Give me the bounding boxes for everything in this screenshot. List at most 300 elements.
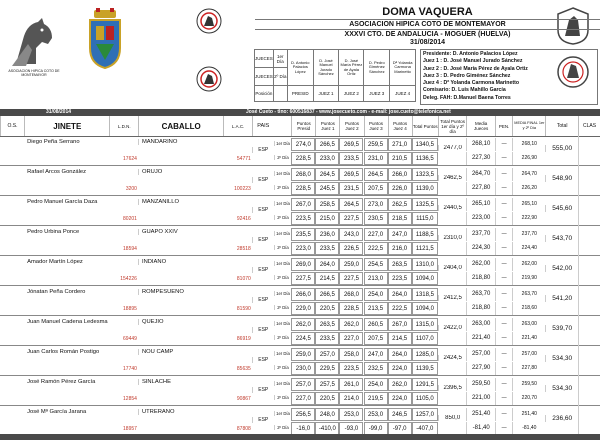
penalty: — xyxy=(495,212,513,225)
col-header-total-points: Total Puntos xyxy=(412,116,438,136)
judge-score: 233,0 xyxy=(315,152,339,165)
official-line: Comisario: D. Luis Mahillo García xyxy=(423,87,506,94)
judge-score: 266,5 xyxy=(315,288,339,301)
day-label: 1er Día xyxy=(274,141,292,146)
judge-score: 264,5 xyxy=(364,168,388,181)
two-day-sum: 2412,5 xyxy=(438,295,466,301)
col-header-media: Media Jueces xyxy=(466,116,494,136)
total-points: 1107,0 xyxy=(412,332,438,345)
total-points: 1291,5 xyxy=(412,378,438,391)
table-row xyxy=(0,316,600,346)
judge-score: -16,0 xyxy=(291,422,315,435)
classification xyxy=(578,166,600,196)
judge-name: D. José Manuel Jurado Sánchez xyxy=(313,50,339,86)
judge-position: JUEZ 4 xyxy=(390,86,416,102)
judge-position: PRESID xyxy=(287,86,313,102)
judges-average: 224,30 xyxy=(466,242,494,255)
col-header-pen: PEN. xyxy=(495,116,513,136)
classification xyxy=(578,406,600,436)
judges-average: 223,00 xyxy=(466,212,494,225)
country: ESP xyxy=(252,237,274,243)
judge-score: 207,5 xyxy=(364,182,388,195)
official-line: Deleg. FAH: D.Manuel Baena Torres xyxy=(423,94,511,101)
final-average: 224,40 xyxy=(512,242,545,255)
results-table xyxy=(0,116,600,438)
horse-license: 92416 xyxy=(236,216,251,222)
judge-score: 233,5 xyxy=(315,242,339,255)
rider-license: 17624 xyxy=(123,156,137,162)
judge-score: -97,0 xyxy=(388,422,412,435)
total-points: 1115,0 xyxy=(412,212,438,225)
final-average: 265,10 xyxy=(512,198,545,211)
judges-average: 221,00 xyxy=(466,392,494,405)
judges-average: -81,40 xyxy=(466,422,494,435)
final-average: 262,00 xyxy=(512,258,545,271)
col-header-clas: CLAS xyxy=(578,116,600,136)
official-line: Presidente: D. Antonio Palacios López xyxy=(423,51,518,57)
rider-name: Amador Martín López xyxy=(27,259,83,265)
day-label: 2º Día xyxy=(274,395,292,400)
day-label: 2º Día xyxy=(274,245,292,250)
total-points: 1094,0 xyxy=(412,272,438,285)
total-points: 1094,0 xyxy=(412,302,438,315)
judge-score: 268,0 xyxy=(339,288,363,301)
penalty: — xyxy=(495,422,513,435)
day-label: 2º Día xyxy=(274,365,292,370)
judge-score: 267,0 xyxy=(291,198,315,211)
col-header-horse: CABALLO xyxy=(138,116,223,136)
judge-score: 261,0 xyxy=(339,378,363,391)
judge-score: 258,5 xyxy=(315,198,339,211)
judge-score: 226,0 xyxy=(388,182,412,195)
col-header-os: O.S. xyxy=(0,116,24,136)
judge-score: 215,0 xyxy=(315,212,339,225)
official-line: Juez 3 : D. Pedro Giménez Sánchez xyxy=(423,72,511,79)
rider-total: 534,30 xyxy=(545,385,578,392)
total-points: 1340,5 xyxy=(412,138,438,151)
final-average: 251,40 xyxy=(512,408,545,421)
final-average: 237,70 xyxy=(512,228,545,241)
penalty: — xyxy=(495,152,513,165)
judge-score: 262,0 xyxy=(291,318,315,331)
judge-score: 262,5 xyxy=(388,198,412,211)
judge-score: 227,0 xyxy=(291,392,315,405)
judge-score: 269,0 xyxy=(291,258,315,271)
event-name: XXXVI CTO. DE ANDALUCIA - MOGUER (HUELVA) xyxy=(255,29,600,38)
judges-spacer xyxy=(273,86,287,102)
day-label: 1er Día xyxy=(274,381,292,386)
classification xyxy=(578,256,600,286)
table-row xyxy=(0,226,600,256)
judge-score: 214,5 xyxy=(315,272,339,285)
rider-total: 555,00 xyxy=(545,145,578,152)
judge-score: 231,5 xyxy=(339,182,363,195)
officials-list xyxy=(420,49,598,105)
judge-score: 257,5 xyxy=(315,378,339,391)
official-line: Juez 2 : D. José María Pérez de Ayala Ortiz xyxy=(423,65,528,72)
classification xyxy=(578,376,600,406)
order xyxy=(0,256,24,286)
judge-score: 254,5 xyxy=(364,258,388,271)
table-row xyxy=(0,346,600,376)
table-row xyxy=(0,196,600,226)
judge-score: 269,5 xyxy=(339,138,363,151)
horse-license: 81590 xyxy=(236,306,251,312)
judge-score: 227,0 xyxy=(364,228,388,241)
col-header-final: MEDIA FINAL 1er y 2º Día xyxy=(512,116,545,136)
rider-total: 542,00 xyxy=(545,265,578,272)
country: ESP xyxy=(252,387,274,393)
col-header-ldn: L.D.N. xyxy=(109,116,137,136)
judges-average: 257,00 xyxy=(466,348,494,361)
penalty: — xyxy=(495,318,513,331)
judge-position: JUEZ 2 xyxy=(339,86,364,102)
final-average: 221,40 xyxy=(512,332,545,345)
two-day-sum: 2404,0 xyxy=(438,265,466,271)
final-average: -81,40 xyxy=(512,422,545,435)
judge-score: 253,0 xyxy=(364,408,388,421)
horse-name: INDIANO xyxy=(138,259,223,265)
judge-score: 247,0 xyxy=(388,228,412,241)
bar-contact: José Cueto - tlno: 600516837 - www.josecueto.com - e-mail: jose.cueto@telefonica.net xyxy=(246,109,451,115)
rider-license: 18895 xyxy=(123,306,137,312)
two-day-sum: 2310,0 xyxy=(438,235,466,241)
country: ESP xyxy=(252,357,274,363)
two-day-sum: 850,0 xyxy=(438,415,466,421)
day-label: 1er Día xyxy=(274,261,292,266)
rider-name: José Mª García Jarana xyxy=(27,409,87,415)
final-average: 263,00 xyxy=(512,318,545,331)
judge-score: 227,5 xyxy=(339,272,363,285)
final-average: 226,20 xyxy=(512,182,545,195)
judge-score: 262,0 xyxy=(339,318,363,331)
rider-total: 543,70 xyxy=(545,235,578,242)
horse-license: 87808 xyxy=(236,426,251,432)
judge-score: 264,0 xyxy=(315,258,339,271)
col-header-points: Puntos Presid xyxy=(291,116,315,136)
judges-average: 264,70 xyxy=(466,168,494,181)
total-points: 1105,0 xyxy=(412,392,438,405)
table-row xyxy=(0,406,600,436)
penalty: — xyxy=(495,362,513,375)
judges-day-label: 1er Día xyxy=(273,50,287,68)
judge-score: 213,0 xyxy=(364,272,388,285)
total-points: 1121,5 xyxy=(412,242,438,255)
judges-average: 227,80 xyxy=(466,182,494,195)
table-row xyxy=(0,286,600,316)
judge-score: 219,5 xyxy=(364,392,388,405)
total-points: 1285,0 xyxy=(412,348,438,361)
judge-score: 220,5 xyxy=(315,392,339,405)
rider-license: 69449 xyxy=(123,336,137,342)
classification xyxy=(578,196,600,226)
judge-score: 254,0 xyxy=(364,378,388,391)
judge-score: 228,5 xyxy=(291,152,315,165)
total-points: 1136,5 xyxy=(412,152,438,165)
horse-name: UTRERANO xyxy=(138,409,223,415)
official-line: Juez 1 : D. José Manuel Jurado Sánchez xyxy=(423,58,523,65)
final-average: 259,50 xyxy=(512,378,545,391)
col-header-total-days: Total Puntos 1er día y 2º día xyxy=(438,116,466,136)
footer-bar xyxy=(0,434,600,440)
order xyxy=(0,346,24,376)
rider-total: 548,90 xyxy=(545,175,578,182)
judges-day-label: 2º Día xyxy=(273,68,287,86)
penalty: — xyxy=(495,272,513,285)
order xyxy=(0,316,24,346)
total-points: 1315,0 xyxy=(412,318,438,331)
day-label: 1er Día xyxy=(274,351,292,356)
day-label: 1er Día xyxy=(274,171,292,176)
judges-average: 218,80 xyxy=(466,272,494,285)
judge-score: 246,5 xyxy=(388,408,412,421)
horse-name: ORUJO xyxy=(138,169,223,175)
rider-license: 12854 xyxy=(123,396,137,402)
judge-score: 259,0 xyxy=(339,258,363,271)
horse-name: SINLACHE xyxy=(138,379,223,385)
judge-score: 268,0 xyxy=(291,168,315,181)
order xyxy=(0,406,24,436)
judge-score: 218,5 xyxy=(388,212,412,225)
judge-score: 257,0 xyxy=(315,348,339,361)
judge-score: 223,5 xyxy=(291,212,315,225)
judges-average: 237,70 xyxy=(466,228,494,241)
judge-score: 222,5 xyxy=(364,242,388,255)
rider-name: Diego Peña Serrano xyxy=(27,139,80,145)
final-average: 219,90 xyxy=(512,272,545,285)
col-header-points: Puntos Juez 2 xyxy=(339,116,363,136)
horse-license: 81070 xyxy=(236,276,251,282)
day-label: 1er Día xyxy=(274,201,292,206)
judge-score: 232,5 xyxy=(364,362,388,375)
final-average: 226,90 xyxy=(512,152,545,165)
judge-score: 266,0 xyxy=(388,168,412,181)
col-header-country: PAIS xyxy=(252,116,274,136)
rider-name: Pedro Urbina Ponce xyxy=(27,229,80,235)
federation-logo-top xyxy=(196,8,222,34)
table-row xyxy=(0,256,600,286)
judge-score: 260,5 xyxy=(364,318,388,331)
final-average: 268,10 xyxy=(512,138,545,151)
judge-score: 263,5 xyxy=(315,318,339,331)
two-day-sum: 2477,0 xyxy=(438,145,466,151)
rider-license: 3200 xyxy=(125,186,137,192)
rider-license: 17740 xyxy=(123,366,137,372)
judge-score: 223,0 xyxy=(291,242,315,255)
penalty: — xyxy=(495,332,513,345)
rider-total: 545,60 xyxy=(545,205,578,212)
rider-name: Jónatan Peña Cordero xyxy=(27,289,86,295)
logo-caption: ASOCIACION HIPICA COTO DE MONTEMAYOR xyxy=(8,69,60,77)
judge-score: -410,0 xyxy=(315,422,339,435)
judge-name: D. Pedro Giménez Sánchez xyxy=(364,50,390,86)
horse-name: QUEJÍO xyxy=(138,319,223,325)
col-header-points: Puntos Juez 3 xyxy=(364,116,388,136)
penalty: — xyxy=(495,168,513,181)
classification xyxy=(578,346,600,376)
penalty: — xyxy=(495,392,513,405)
penalty: — xyxy=(495,242,513,255)
judge-score: 263,5 xyxy=(388,258,412,271)
judge-score: 222,5 xyxy=(388,302,412,315)
judge-score: 245,5 xyxy=(315,182,339,195)
total-points: 1318,5 xyxy=(412,288,438,301)
judge-score: 264,0 xyxy=(388,348,412,361)
judge-score: 258,0 xyxy=(339,348,363,361)
judge-score: 231,0 xyxy=(364,152,388,165)
contact-bar xyxy=(0,109,600,116)
order xyxy=(0,376,24,406)
judges-row-label: JUECES xyxy=(255,50,274,68)
judge-score: 224,0 xyxy=(388,392,412,405)
table-row xyxy=(0,136,600,166)
judge-score: 230,0 xyxy=(291,362,315,375)
judge-position: JUEZ 1 xyxy=(313,86,339,102)
horse-name: GUAPO XXIV xyxy=(138,229,223,235)
order xyxy=(0,286,24,316)
judge-score: 262,0 xyxy=(388,378,412,391)
final-average: 257,00 xyxy=(512,348,545,361)
rider-total: 539,70 xyxy=(545,325,578,332)
judge-name: D. José María Pérez de Ayala Ortiz xyxy=(339,50,364,86)
country: ESP xyxy=(252,327,274,333)
day-label: 2º Día xyxy=(274,335,292,340)
horse-license: 28518 xyxy=(236,246,251,252)
final-average: 264,70 xyxy=(512,168,545,181)
day-label: 2º Día xyxy=(274,155,292,160)
judge-score: 247,0 xyxy=(364,348,388,361)
rider-total: 236,60 xyxy=(545,415,578,422)
country: ESP xyxy=(252,417,274,423)
rider-license: 18957 xyxy=(123,426,137,432)
rider-total: 534,30 xyxy=(545,355,578,362)
judge-score: 229,0 xyxy=(291,302,315,315)
judges-average: 263,00 xyxy=(466,318,494,331)
two-day-sum: 2396,5 xyxy=(438,385,466,391)
judge-score: 235,5 xyxy=(291,228,315,241)
judge-score: 274,0 xyxy=(291,138,315,151)
col-header-points: Puntos Juez 4 xyxy=(388,116,412,136)
judge-score: 254,0 xyxy=(364,288,388,301)
total-points: 1139,5 xyxy=(412,362,438,375)
judges-average: 227,90 xyxy=(466,362,494,375)
day-label: 2º Día xyxy=(274,425,292,430)
total-points: 1310,0 xyxy=(412,258,438,271)
order xyxy=(0,226,24,256)
country: ESP xyxy=(252,177,274,183)
horse-license: 54771 xyxy=(236,156,251,162)
judge-score: 269,5 xyxy=(339,168,363,181)
day-label: 2º Día xyxy=(274,215,292,220)
horse-license: 85635 xyxy=(236,366,251,372)
judges-average: 263,70 xyxy=(466,288,494,301)
horse-license: 100223 xyxy=(234,186,251,192)
federation-emblem-icon xyxy=(196,8,222,34)
judges-average: 218,80 xyxy=(466,302,494,315)
judge-score: 257,0 xyxy=(291,378,315,391)
judge-score: -99,0 xyxy=(364,422,388,435)
judge-score: 223,5 xyxy=(388,272,412,285)
judge-score: 216,0 xyxy=(388,242,412,255)
judge-score: 266,0 xyxy=(291,288,315,301)
judge-score: 224,5 xyxy=(291,332,315,345)
judges-average: 221,40 xyxy=(466,332,494,345)
judge-score: 259,5 xyxy=(364,138,388,151)
judge-score: 223,5 xyxy=(339,362,363,375)
penalty: — xyxy=(495,378,513,391)
two-day-sum: 2462,5 xyxy=(438,175,466,181)
rider-name: Juan Manuel Cadena Ledesma xyxy=(27,319,108,325)
coat-of-arms-icon xyxy=(86,8,124,70)
table-header-row xyxy=(0,116,600,137)
penalty: — xyxy=(495,258,513,271)
table-row xyxy=(0,376,600,406)
club-logo xyxy=(6,14,62,77)
col-header-total: Total xyxy=(545,116,578,136)
classification xyxy=(578,226,600,256)
judge-position: JUEZ 3 xyxy=(364,86,390,102)
country: ESP xyxy=(252,207,274,213)
coat-of-arms-logo xyxy=(86,8,124,70)
penalty: — xyxy=(495,302,513,315)
judge-score: 256,5 xyxy=(291,408,315,421)
day-label: 2º Día xyxy=(274,305,292,310)
rider-total: 541,20 xyxy=(545,295,578,302)
final-average: 222,90 xyxy=(512,212,545,225)
rider-name: Juan Carlos Román Postigo xyxy=(27,349,100,355)
judges-grid xyxy=(254,49,416,102)
judge-score: 236,0 xyxy=(315,228,339,241)
judge-score: 226,5 xyxy=(339,242,363,255)
rider-license: 154226 xyxy=(120,276,137,282)
horse-name: ROMPESUEÑO xyxy=(138,289,223,295)
day-label: 1er Día xyxy=(274,411,292,416)
day-label: 1er Día xyxy=(274,231,292,236)
two-day-sum: 2424,5 xyxy=(438,355,466,361)
judge-score: 207,5 xyxy=(364,332,388,345)
judge-name: D. Antonio Palacios López xyxy=(287,50,313,86)
judge-score: 228,5 xyxy=(291,182,315,195)
judges-average: 259,50 xyxy=(466,378,494,391)
classification xyxy=(578,286,600,316)
judges-average: 268,10 xyxy=(466,138,494,151)
bar-date: 31/08/2014 xyxy=(46,109,72,115)
order xyxy=(0,196,24,226)
judges-row-label: JUECES xyxy=(255,68,274,86)
judges-row-label: Posición xyxy=(255,86,274,102)
day-label: 1er Día xyxy=(274,291,292,296)
judge-score: 229,5 xyxy=(315,362,339,375)
two-day-sum: 2422,0 xyxy=(438,325,466,331)
judge-score: 228,5 xyxy=(339,302,363,315)
rider-name: Rafael Arcos González xyxy=(27,169,87,175)
horse-name: MANZANILLO xyxy=(138,199,223,205)
judge-score: 220,5 xyxy=(315,302,339,315)
penalty: — xyxy=(495,408,513,421)
penalty: — xyxy=(495,228,513,241)
order xyxy=(0,136,24,166)
rider-license: 18594 xyxy=(123,246,137,252)
judge-score: 273,0 xyxy=(364,198,388,211)
judges-average: 265,10 xyxy=(466,198,494,211)
col-header-rider: JINETE xyxy=(24,116,109,136)
final-average: 218,60 xyxy=(512,302,545,315)
two-day-sum: 2440,5 xyxy=(438,205,466,211)
judge-score: 214,0 xyxy=(339,392,363,405)
judge-score: 266,5 xyxy=(315,138,339,151)
total-points: 1139,0 xyxy=(412,182,438,195)
judge-score: 230,5 xyxy=(364,212,388,225)
